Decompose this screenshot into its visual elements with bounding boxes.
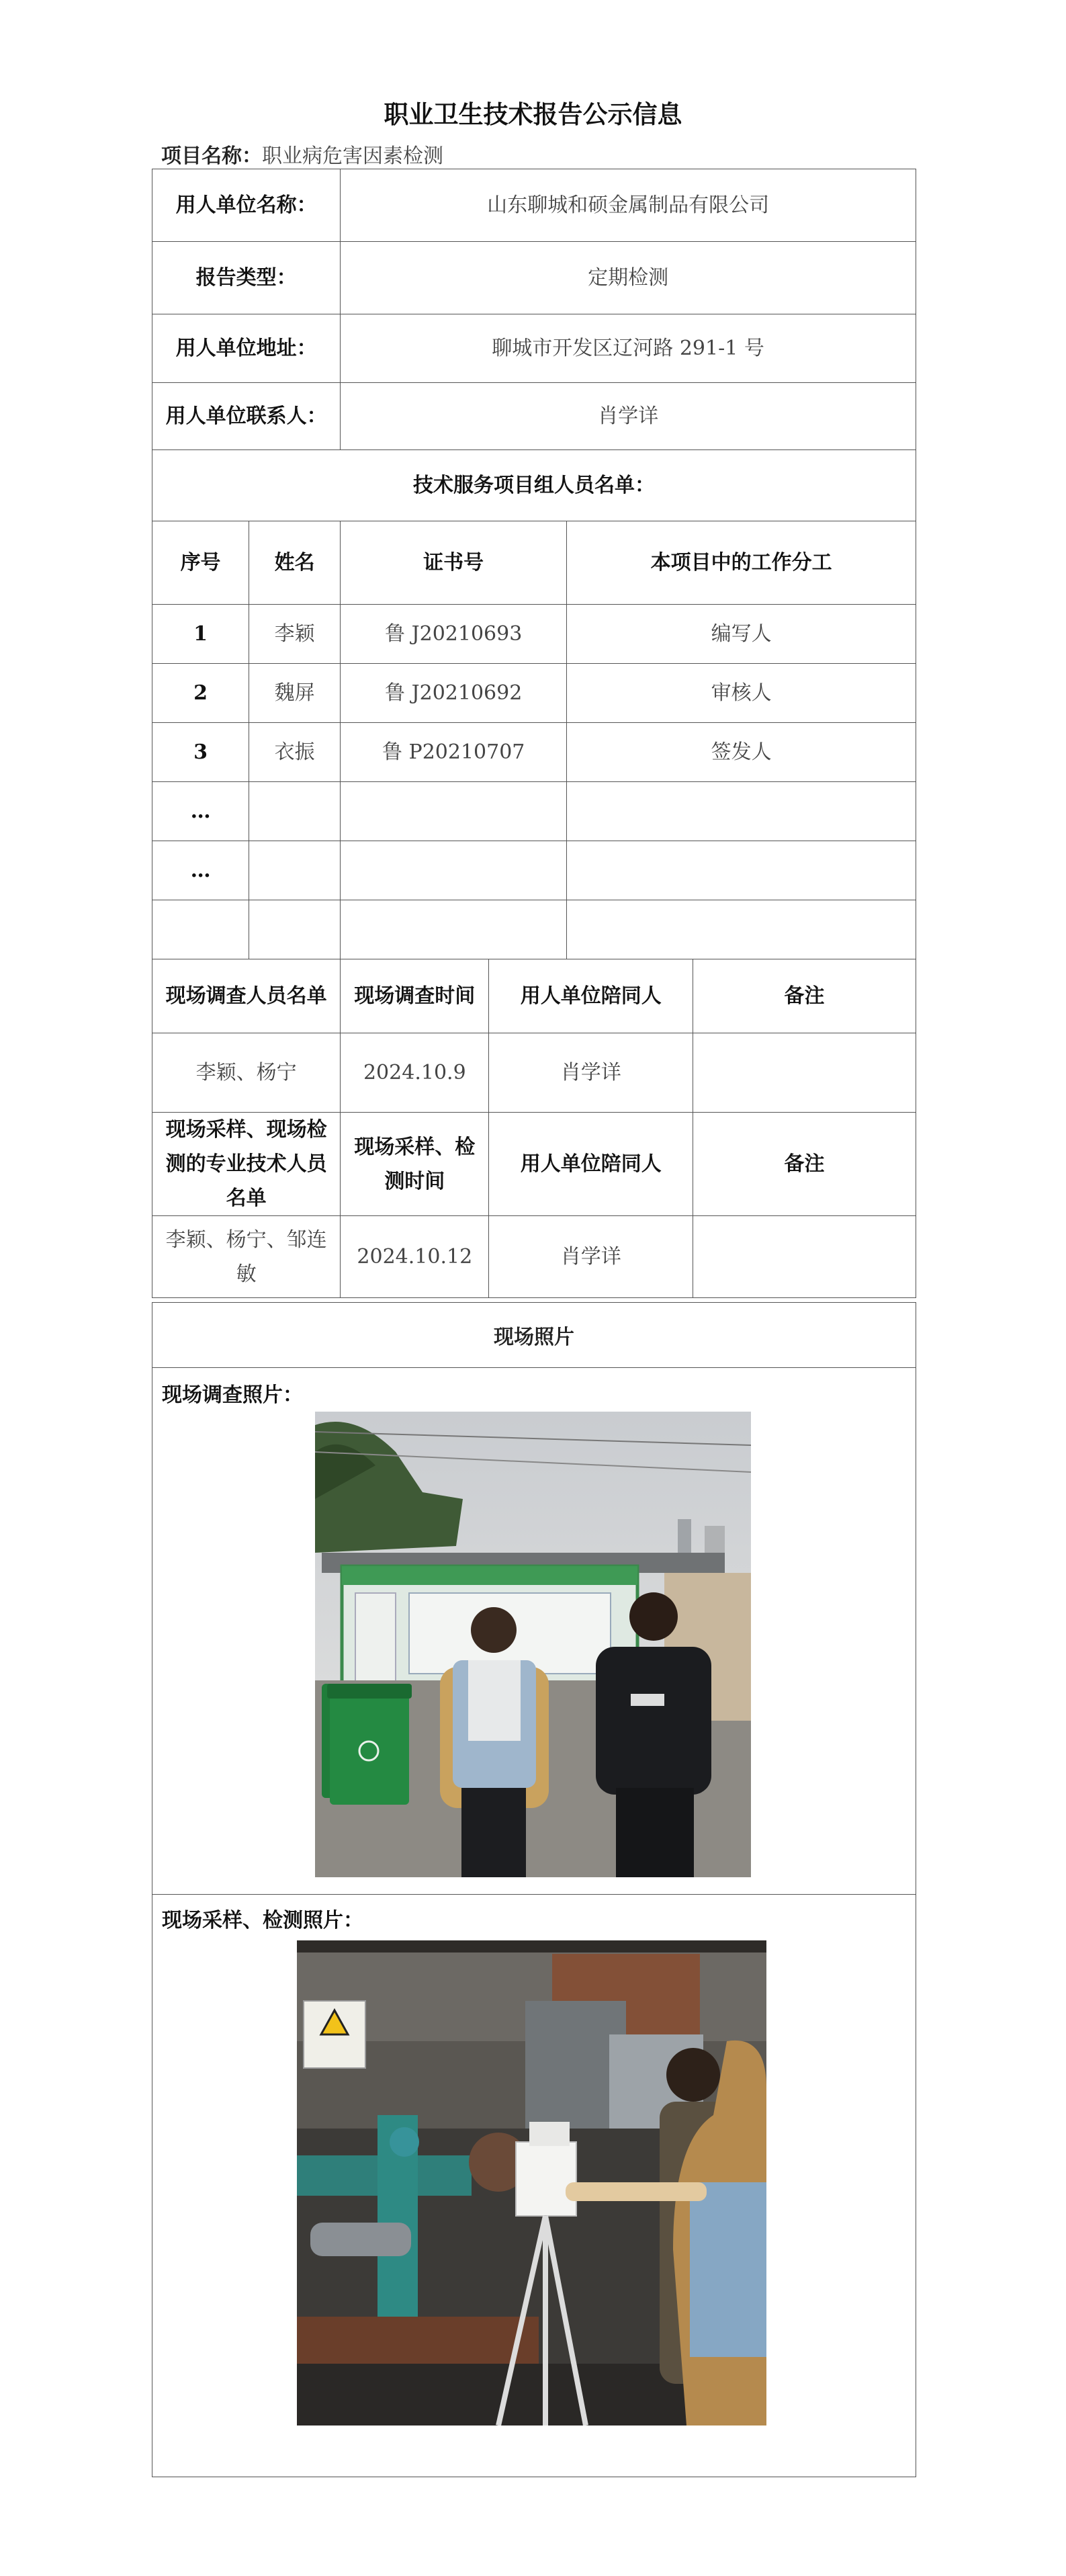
sampling-time: 2024.10.12: [341, 1216, 489, 1298]
address-label: 用人单位地址：: [152, 314, 341, 383]
contact-label: 用人单位联系人：: [152, 383, 341, 450]
row-cert: 鲁 J20210693: [341, 605, 567, 664]
survey-escort-header: 用人单位陪同人: [489, 959, 693, 1033]
row-no: 3: [152, 723, 249, 782]
row-name: 李颖: [249, 605, 341, 664]
project-value: 职业病危害因素检测: [262, 144, 443, 168]
row-name: [249, 782, 341, 841]
row-name: 魏屏: [249, 664, 341, 723]
info-row-company: [152, 169, 916, 242]
info-table: [152, 169, 916, 1298]
team-heading: 技术服务项目组人员名单：: [152, 450, 916, 521]
row-role: [567, 782, 916, 841]
row-cert: 鲁 J20210692: [341, 664, 567, 723]
col-cert: 证书号: [341, 521, 567, 605]
survey-photo-label: 现场调查照片：: [162, 1383, 303, 1407]
sampling-value-row: [152, 1216, 916, 1298]
sampling-header-row: [152, 1113, 916, 1216]
col-name: 姓名: [249, 521, 341, 605]
survey-remark-header: 备注: [693, 959, 916, 1033]
row-cert: [341, 841, 567, 900]
row-name: 衣振: [249, 723, 341, 782]
sampling-staff: 李颖、杨宁、邹连敏: [152, 1216, 341, 1298]
row-no: 1: [152, 605, 249, 664]
report-type-value: 定期检测: [341, 242, 916, 314]
team-heading-row: [152, 450, 916, 521]
contact-value: 肖学详: [341, 383, 916, 450]
photo-heading: 现场照片: [152, 1303, 916, 1368]
survey-staff: 李颖、杨宁: [152, 1033, 341, 1113]
table-row: [152, 782, 916, 841]
company-label: 用人单位名称：: [152, 169, 341, 242]
survey-header-row: [152, 959, 916, 1033]
row-no: [152, 900, 249, 959]
info-row-report-type: [152, 242, 916, 314]
page-title: 职业卫生技术报告公示信息: [384, 99, 682, 129]
sampling-photo: [297, 1940, 766, 2425]
info-row-contact: [152, 383, 916, 450]
row-cert: [341, 782, 567, 841]
report-type-label: 报告类型：: [152, 242, 341, 314]
photo-section: [152, 1302, 916, 2477]
survey-time: 2024.10.9: [341, 1033, 489, 1113]
row-no: …: [152, 841, 249, 900]
row-role: 审核人: [567, 664, 916, 723]
sampling-remark-header: 备注: [693, 1113, 916, 1216]
survey-remark: [693, 1033, 916, 1113]
sampling-remark: [693, 1216, 916, 1298]
row-cert: [341, 900, 567, 959]
survey-value-row: [152, 1033, 916, 1113]
project-name: [161, 139, 443, 169]
address-value: 聊城市开发区辽河路 291-1 号: [341, 314, 916, 383]
table-row: [152, 841, 916, 900]
row-role: 编写人: [567, 605, 916, 664]
table-row: [152, 664, 916, 723]
table-row: [152, 900, 916, 959]
team-header-row: [152, 521, 916, 605]
project-label: 项目名称：: [161, 144, 262, 168]
info-row-address: [152, 314, 916, 383]
sampling-time-header: 现场采样、检测时间: [341, 1113, 489, 1216]
survey-time-header: 现场调查时间: [341, 959, 489, 1033]
company-value: 山东聊城和硕金属制品有限公司: [341, 169, 916, 242]
sampling-photo-label: 现场采样、检测照片：: [162, 1909, 363, 1932]
row-cert: 鲁 P20210707: [341, 723, 567, 782]
sampling-staff-header: 现场采样、现场检测的专业技术人员名单: [152, 1113, 341, 1216]
survey-escort: 肖学详: [489, 1033, 693, 1113]
row-role: [567, 841, 916, 900]
row-role: [567, 900, 916, 959]
table-row: [152, 723, 916, 782]
sampling-escort-header: 用人单位陪同人: [489, 1113, 693, 1216]
row-role: 签发人: [567, 723, 916, 782]
survey-staff-header: 现场调查人员名单: [152, 959, 341, 1033]
row-no: …: [152, 782, 249, 841]
row-name: [249, 900, 341, 959]
col-no: 序号: [152, 521, 249, 605]
sampling-escort: 肖学详: [489, 1216, 693, 1298]
survey-photo: [315, 1412, 751, 1877]
table-row: [152, 605, 916, 664]
col-role: 本项目中的工作分工: [567, 521, 916, 605]
row-name: [249, 841, 341, 900]
row-no: 2: [152, 664, 249, 723]
